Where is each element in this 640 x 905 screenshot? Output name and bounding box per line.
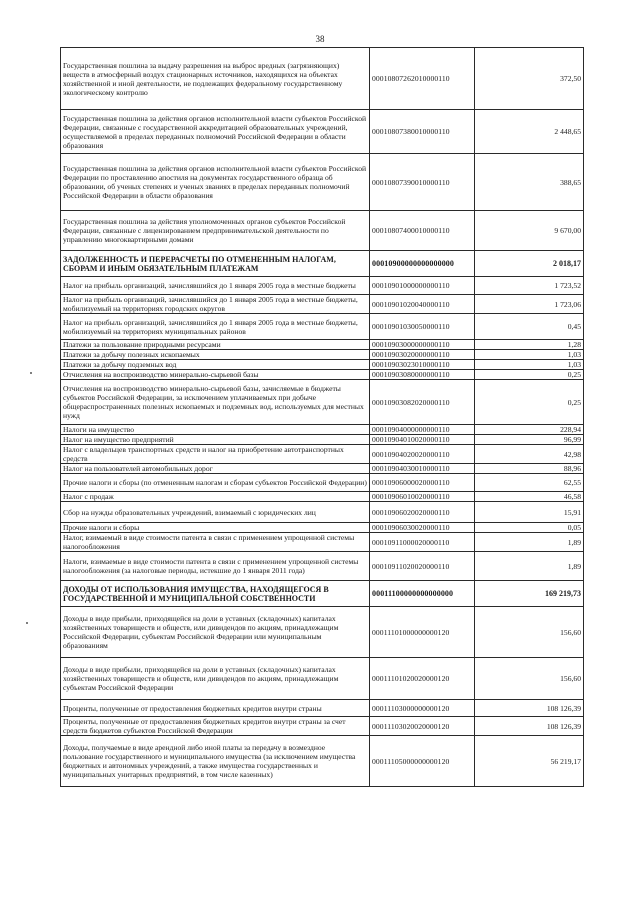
row-code-cell: 00011101000000000120: [370, 607, 475, 658]
page-number: 38: [315, 34, 325, 44]
table-row: [61, 154, 584, 211]
row-code-cell: 00010904000000000110: [370, 425, 475, 435]
table-row: [61, 360, 584, 370]
row-name-cell: Платежи за добычу полезных ископаемых: [61, 350, 370, 360]
row-code-cell: 00010807400010000110: [370, 211, 475, 251]
row-amount-cell: 2 448,65: [475, 110, 584, 154]
row-code-cell: 00010906000020000110: [370, 474, 475, 492]
row-amount-cell: 1 723,52: [475, 277, 584, 295]
row-code-cell: 00010903082020000110: [370, 380, 475, 425]
row-amount-cell: 388,65: [475, 154, 584, 211]
scan-speck: [26, 622, 28, 624]
row-code-cell: 00011101020020000120: [370, 658, 475, 700]
table-row: [61, 492, 584, 502]
row-code-cell: 00011103020020000120: [370, 717, 475, 736]
table-row: [61, 295, 584, 314]
row-name-cell: Налог на имущество предприятий: [61, 435, 370, 445]
row-code-cell: 00010807262010000110: [370, 48, 475, 110]
row-code-cell: 00010911020020000110: [370, 552, 475, 581]
row-name-cell: Доходы в виде прибыли, приходящейся на доли в уставных (складочных) капиталах хозяйственных товариществ и обществ, или дивидендов по акциям, принадлежащим Российской Федерации, субъектам Российской Федерации или муниципальным образованиям: [61, 607, 370, 658]
row-name-cell: Доходы в виде прибыли, приходящейся на доли в уставных (складочных) капиталах хозяйственных товариществ и обществ, или дивидендов по акциям, принадлежащим субъектам Российской Федерации: [61, 658, 370, 700]
row-name-cell: Налоги, взимаемые в виде стоимости патента в связи с применением упрощенной системы налогообложения (за налоговые периоды, истекшие до 1 января 2011 года): [61, 552, 370, 581]
row-code-cell: 00010904010020000110: [370, 435, 475, 445]
table-row: [61, 502, 584, 523]
row-name-cell: Налог с продаж: [61, 492, 370, 502]
table-row: [61, 110, 584, 154]
row-amount-cell: 1,03: [475, 360, 584, 370]
row-name-cell: Прочие налоги и сборы (по отмененным налогам и сборам субъектов Российской Федерации): [61, 474, 370, 492]
row-amount-cell: 62,55: [475, 474, 584, 492]
row-amount-cell: 1,89: [475, 552, 584, 581]
section-row: [61, 581, 584, 607]
row-name-cell: Государственная пошлина за действия органов исполнительной власти субъектов Российской Федерации по проставлению апостиля на документах государственного образца об образовании, об ученых степенях и ученых званиях в пределах переданных полномочий Российской Федерации в области образования: [61, 154, 370, 211]
table-row: [61, 736, 584, 787]
row-name-cell: Проценты, полученные от предоставления бюджетных кредитов внутри страны: [61, 700, 370, 717]
row-amount-cell: 1 723,06: [475, 295, 584, 314]
row-name-cell: Отчисления на воспроизводство минерально-сырьевой базы, зачисляемые в бюджеты субъектов Российской Федерации, за исключением уплачиваемых при добыче общераспространенных полезных ископаемых и подземных вод, используемых для местных нужд: [61, 380, 370, 425]
row-amount-cell: 1,03: [475, 350, 584, 360]
row-code-cell: 00010901030050000110: [370, 314, 475, 340]
row-amount-cell: 108 126,39: [475, 700, 584, 717]
table-row: [61, 435, 584, 445]
row-name-cell: Платежи за добычу подземных вод: [61, 360, 370, 370]
row-amount-cell: 42,98: [475, 445, 584, 464]
revenue-table: [60, 47, 584, 787]
table-row: [61, 464, 584, 474]
row-amount-cell: 0,45: [475, 314, 584, 340]
row-name-cell: Сбор на нужды образовательных учреждений, взимаемый с юридических лиц: [61, 502, 370, 523]
row-amount-cell: 372,50: [475, 48, 584, 110]
row-amount-cell: 0,05: [475, 523, 584, 533]
row-amount-cell: 9 670,00: [475, 211, 584, 251]
row-code-cell: 00011105000000000120: [370, 736, 475, 787]
table-row: [61, 350, 584, 360]
row-code-cell: 00010900000000000000: [370, 251, 475, 277]
table-row: [61, 370, 584, 380]
row-amount-cell: 0,25: [475, 370, 584, 380]
table-row: [61, 340, 584, 350]
row-code-cell: 00010906030020000110: [370, 523, 475, 533]
row-code-cell: 00011100000000000000: [370, 581, 475, 607]
table-row: [61, 277, 584, 295]
row-code-cell: 00010904030010000110: [370, 464, 475, 474]
row-name-cell: Государственная пошлина за выдачу разрешения на выброс вредных (загрязняющих) веществ в атмосферный воздух стационарных источников, находящихся на объектах хозяйственной и иной деятельности, не подлежащих федеральному государственному экологическому контролю: [61, 48, 370, 110]
row-name-cell: Отчисления на воспроизводство минерально-сырьевой базы: [61, 370, 370, 380]
table-row: [61, 211, 584, 251]
row-amount-cell: 169 219,73: [475, 581, 584, 607]
row-amount-cell: 88,96: [475, 464, 584, 474]
row-code-cell: 00010903023010000110: [370, 360, 475, 370]
row-code-cell: 00010807390010000110: [370, 154, 475, 211]
row-code-cell: 00010904020020000110: [370, 445, 475, 464]
row-amount-cell: 1,89: [475, 533, 584, 552]
row-code-cell: 00010901020040000110: [370, 295, 475, 314]
row-code-cell: 00010911000020000110: [370, 533, 475, 552]
table-row: [61, 445, 584, 464]
row-name-cell: Доходы, получаемые в виде арендной либо иной платы за передачу в возмездное пользование государственного и муниципального имущества (за исключением имущества бюджетных и автономных учреждений, а также имущества государственных и муниципальных унитарных предприятий, в том числе казенных): [61, 736, 370, 787]
row-code-cell: 00010901000000000110: [370, 277, 475, 295]
row-amount-cell: 228,94: [475, 425, 584, 435]
row-amount-cell: 56 219,17: [475, 736, 584, 787]
row-code-cell: 00011103000000000120: [370, 700, 475, 717]
table-row: [61, 607, 584, 658]
row-amount-cell: 96,99: [475, 435, 584, 445]
table-row: [61, 717, 584, 736]
table-row: [61, 380, 584, 425]
row-amount-cell: 156,60: [475, 658, 584, 700]
row-name-cell: Налог, взимаемый в виде стоимости патента в связи с применением упрощенной системы налогообложения: [61, 533, 370, 552]
table-row: [61, 552, 584, 581]
row-name-cell: Налог с владельцев транспортных средств и налог на приобретение автотранспортных средств: [61, 445, 370, 464]
row-name-cell: ДОХОДЫ ОТ ИСПОЛЬЗОВАНИЯ ИМУЩЕСТВА, НАХОДЯЩЕГОСЯ В ГОСУДАРСТВЕННОЙ И МУНИЦИПАЛЬНОЙ СОБСТВЕННОСТИ: [61, 581, 370, 607]
row-name-cell: Налоги на имущество: [61, 425, 370, 435]
row-amount-cell: 15,91: [475, 502, 584, 523]
table-row: [61, 523, 584, 533]
row-amount-cell: 156,60: [475, 607, 584, 658]
table-row: [61, 425, 584, 435]
row-name-cell: Налог на прибыль организаций, зачислявшийся до 1 января 2005 года в местные бюджеты: [61, 277, 370, 295]
section-row: [61, 251, 584, 277]
row-name-cell: Налог на прибыль организаций, зачислявшийся до 1 января 2005 года в местные бюджеты, мобилизуемый на территориях городских округов: [61, 295, 370, 314]
row-amount-cell: 108 126,39: [475, 717, 584, 736]
table-row: [61, 700, 584, 717]
row-code-cell: 00010903000000000110: [370, 340, 475, 350]
row-amount-cell: 2 018,17: [475, 251, 584, 277]
row-code-cell: 00010906020020000110: [370, 502, 475, 523]
row-name-cell: Государственная пошлина за действия органов исполнительной власти субъектов Российской Федерации, связанные с государственной аккредитацией образовательных учреждений, осуществляемой в пределах переданных полномочий Российской Федерации в области образования: [61, 110, 370, 154]
row-code-cell: 00010903020000000110: [370, 350, 475, 360]
table-row: [61, 658, 584, 700]
row-name-cell: Налог на пользователей автомобильных дорог: [61, 464, 370, 474]
table-row: [61, 314, 584, 340]
row-code-cell: 00010906010020000110: [370, 492, 475, 502]
row-amount-cell: 46,58: [475, 492, 584, 502]
row-name-cell: ЗАДОЛЖЕННОСТЬ И ПЕРЕРАСЧЕТЫ ПО ОТМЕНЕННЫМ НАЛОГАМ, СБОРАМ И ИНЫМ ОБЯЗАТЕЛЬНЫМ ПЛАТЕЖАМ: [61, 251, 370, 277]
row-name-cell: Платежи за пользование природными ресурсами: [61, 340, 370, 350]
row-name-cell: Прочие налоги и сборы: [61, 523, 370, 533]
row-amount-cell: 0,25: [475, 380, 584, 425]
table-row: [61, 474, 584, 492]
table-row: [61, 533, 584, 552]
row-name-cell: Проценты, полученные от предоставления бюджетных кредитов внутри страны за счет средств бюджетов субъектов Российской Федерации: [61, 717, 370, 736]
table-row: [61, 48, 584, 110]
row-name-cell: Государственная пошлина за действия уполномоченных органов субъектов Российской Федерации, связанные с лицензированием предпринимательской деятельности по управлению многоквартирными домами: [61, 211, 370, 251]
scan-speck: [30, 372, 32, 374]
row-name-cell: Налог на прибыль организаций, зачислявшийся до 1 января 2005 года в местные бюджеты, мобилизуемый на территориях муниципальных районов: [61, 314, 370, 340]
row-code-cell: 00010903080000000110: [370, 370, 475, 380]
row-code-cell: 00010807380010000110: [370, 110, 475, 154]
row-amount-cell: 1,28: [475, 340, 584, 350]
